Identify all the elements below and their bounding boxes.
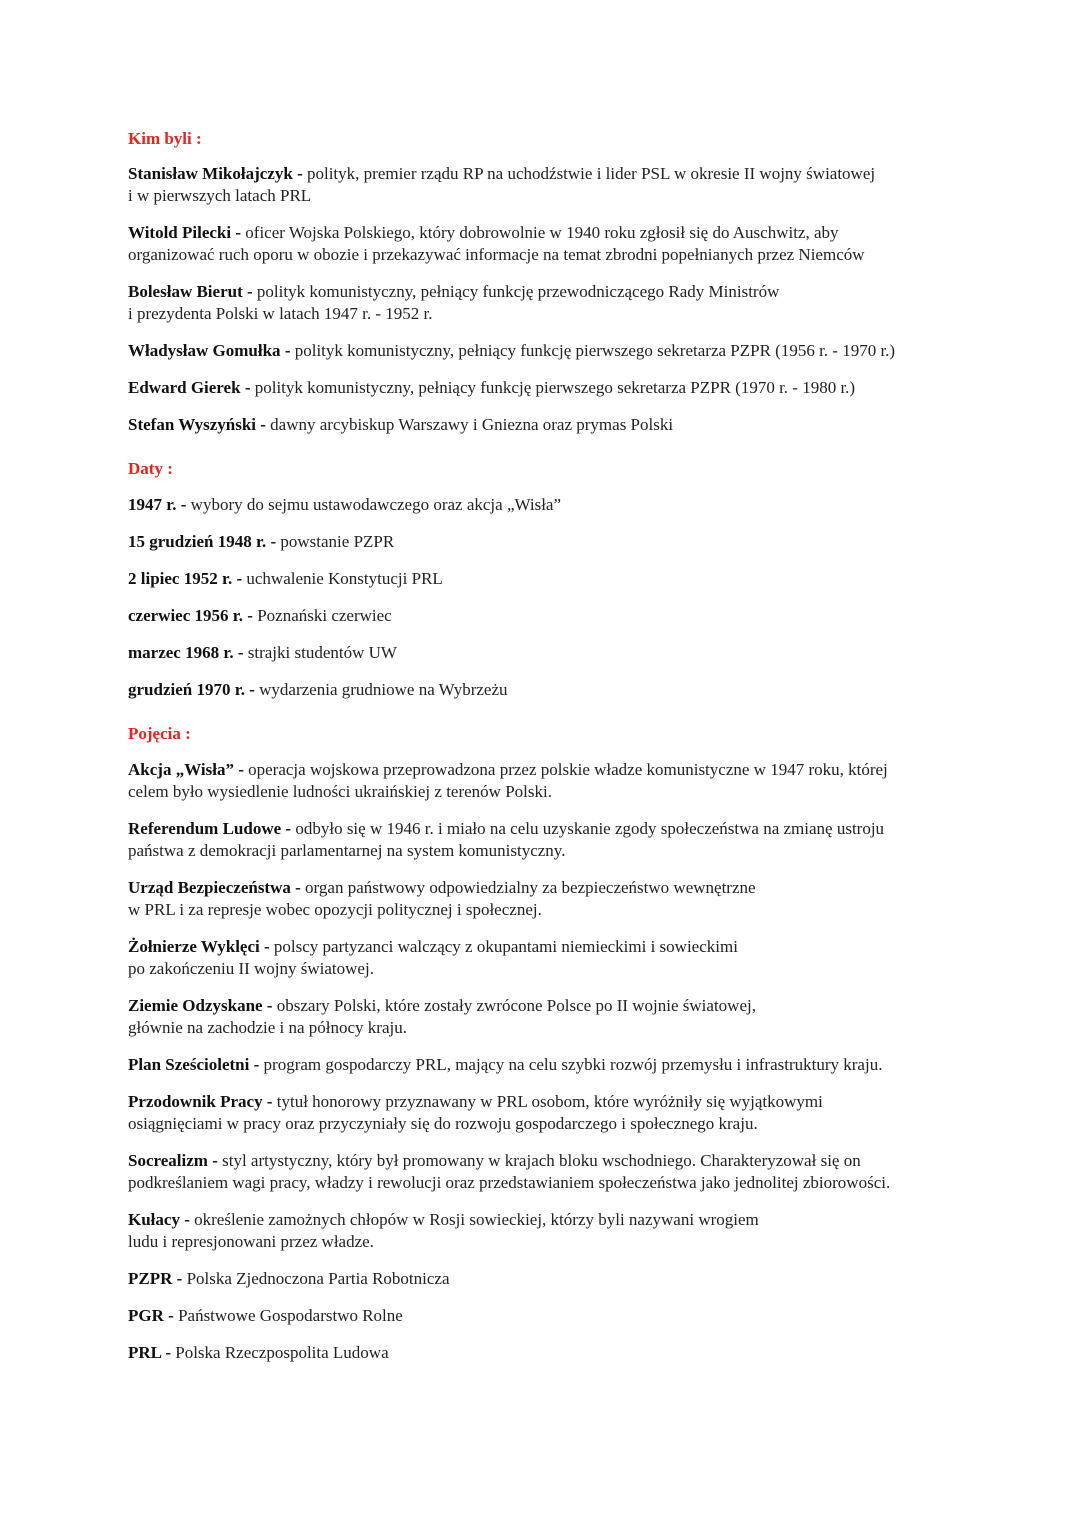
entry-term: Akcja „Wisła” [128, 759, 234, 779]
concept-entry: Referendum Ludowe - odbyło się w 1946 r. i miało na celu uzyskanie zgody społeczeństwa na zmianę ustroju państwa z demokracji parlamentarnej na system komunistyczny. [128, 818, 885, 860]
entry-desc-cont: podkreślaniem wagi pracy, władzy i rewolucji oraz przedstawianiem społeczeństwa jako jednolitej zbiorowości. [128, 1173, 891, 1192]
entry-term: Witold Pilecki [128, 222, 232, 242]
entry-term: Stefan Wyszyński [128, 414, 256, 434]
section-title-people: Kim byli : [128, 129, 202, 148]
entry-desc: organ państwowy odpowiedzialny za bezpieczeństwo wewnętrzne [305, 877, 756, 897]
people-entry: Witold Pilecki - oficer Wojska Polskiego, który dobrowolnie w 1940 roku zgłosił się do Auschwitz, aby organizować ruch oporu w obozie i przekazywać informacje na temat zbrodni popełnianych przez Niemców [128, 222, 865, 264]
entry-term: Edward Gierek [128, 377, 241, 397]
entry-term: 15 grudzień 1948 r. [128, 531, 267, 551]
entry-term: Referendum Ludowe [128, 818, 282, 838]
entry-term: PRL [128, 1342, 162, 1362]
entry-term: Żołnierze Wyklęci [128, 936, 260, 956]
entry-term: PZPR [128, 1268, 173, 1288]
people-entry: Stanisław Mikołajczyk - polityk, premier rządu RP na uchodźstwie i lider PSL w okresie II wojny światowej i w pierwszych latach PRL [128, 163, 876, 205]
people-entry: Stefan Wyszyński - dawny arcybiskup Warszawy i Gniezna oraz prymas Polski [128, 414, 674, 434]
concept-entry: Plan Sześcioletni - program gospodarczy PRL, mający na celu szybki rozwój przemysłu i infrastruktury kraju. [128, 1054, 883, 1074]
entry-term: marzec 1968 r. [128, 642, 234, 662]
entry-desc-cont: i prezydenta Polski w latach 1947 r. - 1952 r. [128, 304, 433, 323]
concept-entry: Ziemie Odzyskane - obszary Polski, które zostały zwrócone Polsce po II wojnie światowej, głównie na zachodzie i na północy kraju. [128, 995, 756, 1037]
people-entry: Edward Gierek - polityk komunistyczny, pełniący funkcję pierwszego sekretarza PZPR (1970 r. - 1980 r.) [128, 377, 856, 397]
entry-term: Bolesław Bierut [128, 281, 243, 301]
entry-term: Kułacy [128, 1209, 180, 1229]
entry-desc-cont: organizować ruch oporu w obozie i przekazywać informacje na temat zbrodni popełnianych przez Niemców [128, 245, 865, 264]
concept-entry: Urząd Bezpieczeństwa - organ państwowy odpowiedzialny za bezpieczeństwo wewnętrzne w PRL i za represje wobec opozycji politycznej i społecznej. [128, 877, 756, 919]
entry-desc: Polska Rzeczpospolita Ludowa [175, 1342, 389, 1362]
date-entry: 1947 r. - wybory do sejmu ustawodawczego oraz akcja „Wisła” [128, 494, 562, 514]
entry-desc-cont: po zakończeniu II wojny światowej. [128, 959, 374, 978]
entry-desc-cont: głównie na zachodzie i na północy kraju. [128, 1018, 407, 1037]
entry-term: Ziemie Odzyskane [128, 995, 263, 1015]
section-title-dates: Daty : [128, 459, 173, 478]
entry-term: czerwiec 1956 r. [128, 605, 244, 625]
entry-desc-cont: państwa z demokracji parlamentarnej na system komunistyczny. [128, 841, 566, 860]
entry-desc: polityk komunistyczny, pełniący funkcję pierwszego sekretarza PZPR (1956 r. - 1970 r.) [294, 340, 896, 360]
entry-desc: Poznański czerwiec [257, 605, 392, 625]
entry-desc: odbyło się w 1946 r. i miało na celu uzyskanie zgody społeczeństwa na zmianę ustroju [295, 818, 885, 838]
entry-desc: dawny arcybiskup Warszawy i Gniezna oraz prymas Polski [270, 414, 674, 434]
entry-term: 2 lipiec 1952 r. [128, 568, 233, 588]
concept-entry: PRL - Polska Rzeczpospolita Ludowa [128, 1342, 389, 1362]
entry-desc-cont: celem było wysiedlenie ludności ukraińskiej z terenów Polski. [128, 782, 552, 801]
concept-entry: PGR - Państwowe Gospodarstwo Rolne [128, 1305, 403, 1325]
entry-desc: styl artystyczny, który był promowany w krajach bloku wschodniego. Charakteryzował się on [222, 1150, 861, 1170]
entry-desc-cont: w PRL i za represje wobec opozycji politycznej i społecznej. [128, 900, 542, 919]
entry-desc-cont: ludu i represjonowani przez władze. [128, 1232, 374, 1251]
entry-term: Socrealizm [128, 1150, 208, 1170]
entry-desc: obszary Polski, które zostały zwrócone Polsce po II wojnie światowej, [276, 995, 756, 1015]
date-entry: 2 lipiec 1952 r. - uchwalenie Konstytucji PRL [128, 568, 443, 588]
entry-desc-cont: osiągnięciami w pracy oraz przyczyniały się do rozwoju gospodarczego i społecznego kraju. [128, 1114, 758, 1133]
concept-entry: Socrealizm - styl artystyczny, który był promowany w krajach bloku wschodniego. Charakteryzował się on podkreślaniem wagi pracy, władzy i rewolucji oraz przedstawianiem społeczeństwa jako jednolitej zbiorowości. [128, 1150, 891, 1192]
people-entry: Władysław Gomułka - polityk komunistyczny, pełniący funkcję pierwszego sekretarza PZPR (1956 r. - 1970 r.) [128, 340, 896, 360]
entry-desc: polityk, premier rządu RP na uchodźstwie i lider PSL w okresie II wojny światowej [306, 163, 876, 183]
people-entry: Bolesław Bierut - polityk komunistyczny, pełniący funkcję przewodniczącego Rady Ministrów i prezydenta Polski w latach 1947 r. - 1952 r. [128, 281, 780, 323]
entry-desc: wybory do sejmu ustawodawczego oraz akcja „Wisła” [190, 494, 562, 514]
entry-desc: powstanie PZPR [280, 531, 395, 551]
entry-term: Plan Sześcioletni [128, 1054, 250, 1074]
date-entry: czerwiec 1956 r. - Poznański czerwiec [128, 605, 392, 625]
document-page [128, 128, 958, 1364]
entry-desc: operacja wojskowa przeprowadzona przez polskie władze komunistyczne w 1947 roku, której [248, 759, 888, 779]
entry-desc-cont: i w pierwszych latach PRL [128, 186, 312, 205]
date-entry: 15 grudzień 1948 r. - powstanie PZPR [128, 531, 395, 551]
entry-term: Władysław Gomułka [128, 340, 281, 360]
date-entry: grudzień 1970 r. - wydarzenia grudniowe na Wybrzeżu [128, 679, 508, 699]
entry-term: grudzień 1970 r. [128, 679, 245, 699]
date-entry: marzec 1968 r. - strajki studentów UW [128, 642, 397, 662]
entry-term: Urząd Bezpieczeństwa [128, 877, 291, 897]
entry-desc: Państwowe Gospodarstwo Rolne [178, 1305, 403, 1325]
concept-entry: PZPR - Polska Zjednoczona Partia Robotnicza [128, 1268, 450, 1288]
entry-desc: Polska Zjednoczona Partia Robotnicza [186, 1268, 450, 1288]
concept-entry: Żołnierze Wyklęci - polscy partyzanci walczący z okupantami niemieckimi i sowieckimi po zakończeniu II wojny światowej. [128, 936, 738, 978]
entry-desc: określenie zamożnych chłopów w Rosji sowieckiej, którzy byli nazywani wrogiem [194, 1209, 759, 1229]
entry-desc: tytuł honorowy przyznawany w PRL osobom, które wyróżniły się wyjątkowymi [276, 1091, 823, 1111]
entry-desc: program gospodarczy PRL, mający na celu szybki rozwój przemysłu i infrastruktury kraju. [263, 1054, 883, 1074]
concept-entry: Akcja „Wisła” - operacja wojskowa przeprowadzona przez polskie władze komunistyczne w 1947 roku, której celem było wysiedlenie ludności ukraińskiej z terenów Polski. [128, 759, 888, 801]
entry-term: Przodownik Pracy [128, 1091, 263, 1111]
entry-desc: polityk komunistyczny, pełniący funkcję przewodniczącego Rady Ministrów [256, 281, 780, 301]
entry-desc: strajki studentów UW [247, 642, 397, 662]
entry-term: Stanisław Mikołajczyk [128, 163, 293, 183]
entry-desc: wydarzenia grudniowe na Wybrzeżu [259, 679, 508, 699]
entry-desc: polscy partyzanci walczący z okupantami niemieckimi i sowieckimi [273, 936, 738, 956]
entry-desc: oficer Wojska Polskiego, który dobrowolnie w 1940 roku zgłosił się do Auschwitz, aby [245, 222, 839, 242]
entry-desc: polityk komunistyczny, pełniący funkcję pierwszego sekretarza PZPR (1970 r. - 1980 r.) [254, 377, 856, 397]
concept-entry: Kułacy - określenie zamożnych chłopów w Rosji sowieckiej, którzy byli nazywani wrogiem ludu i represjonowani przez władze. [128, 1209, 759, 1251]
entry-desc: uchwalenie Konstytucji PRL [246, 568, 443, 588]
entry-term: 1947 r. [128, 494, 177, 514]
entry-term: PGR [128, 1305, 164, 1325]
concept-entry: Przodownik Pracy - tytuł honorowy przyznawany w PRL osobom, które wyróżniły się wyjątkowymi osiągnięciami w pracy oraz przyczyniały się do rozwoju gospodarczego i społecznego kraju. [128, 1091, 823, 1133]
section-title-concepts: Pojęcia : [128, 724, 191, 743]
